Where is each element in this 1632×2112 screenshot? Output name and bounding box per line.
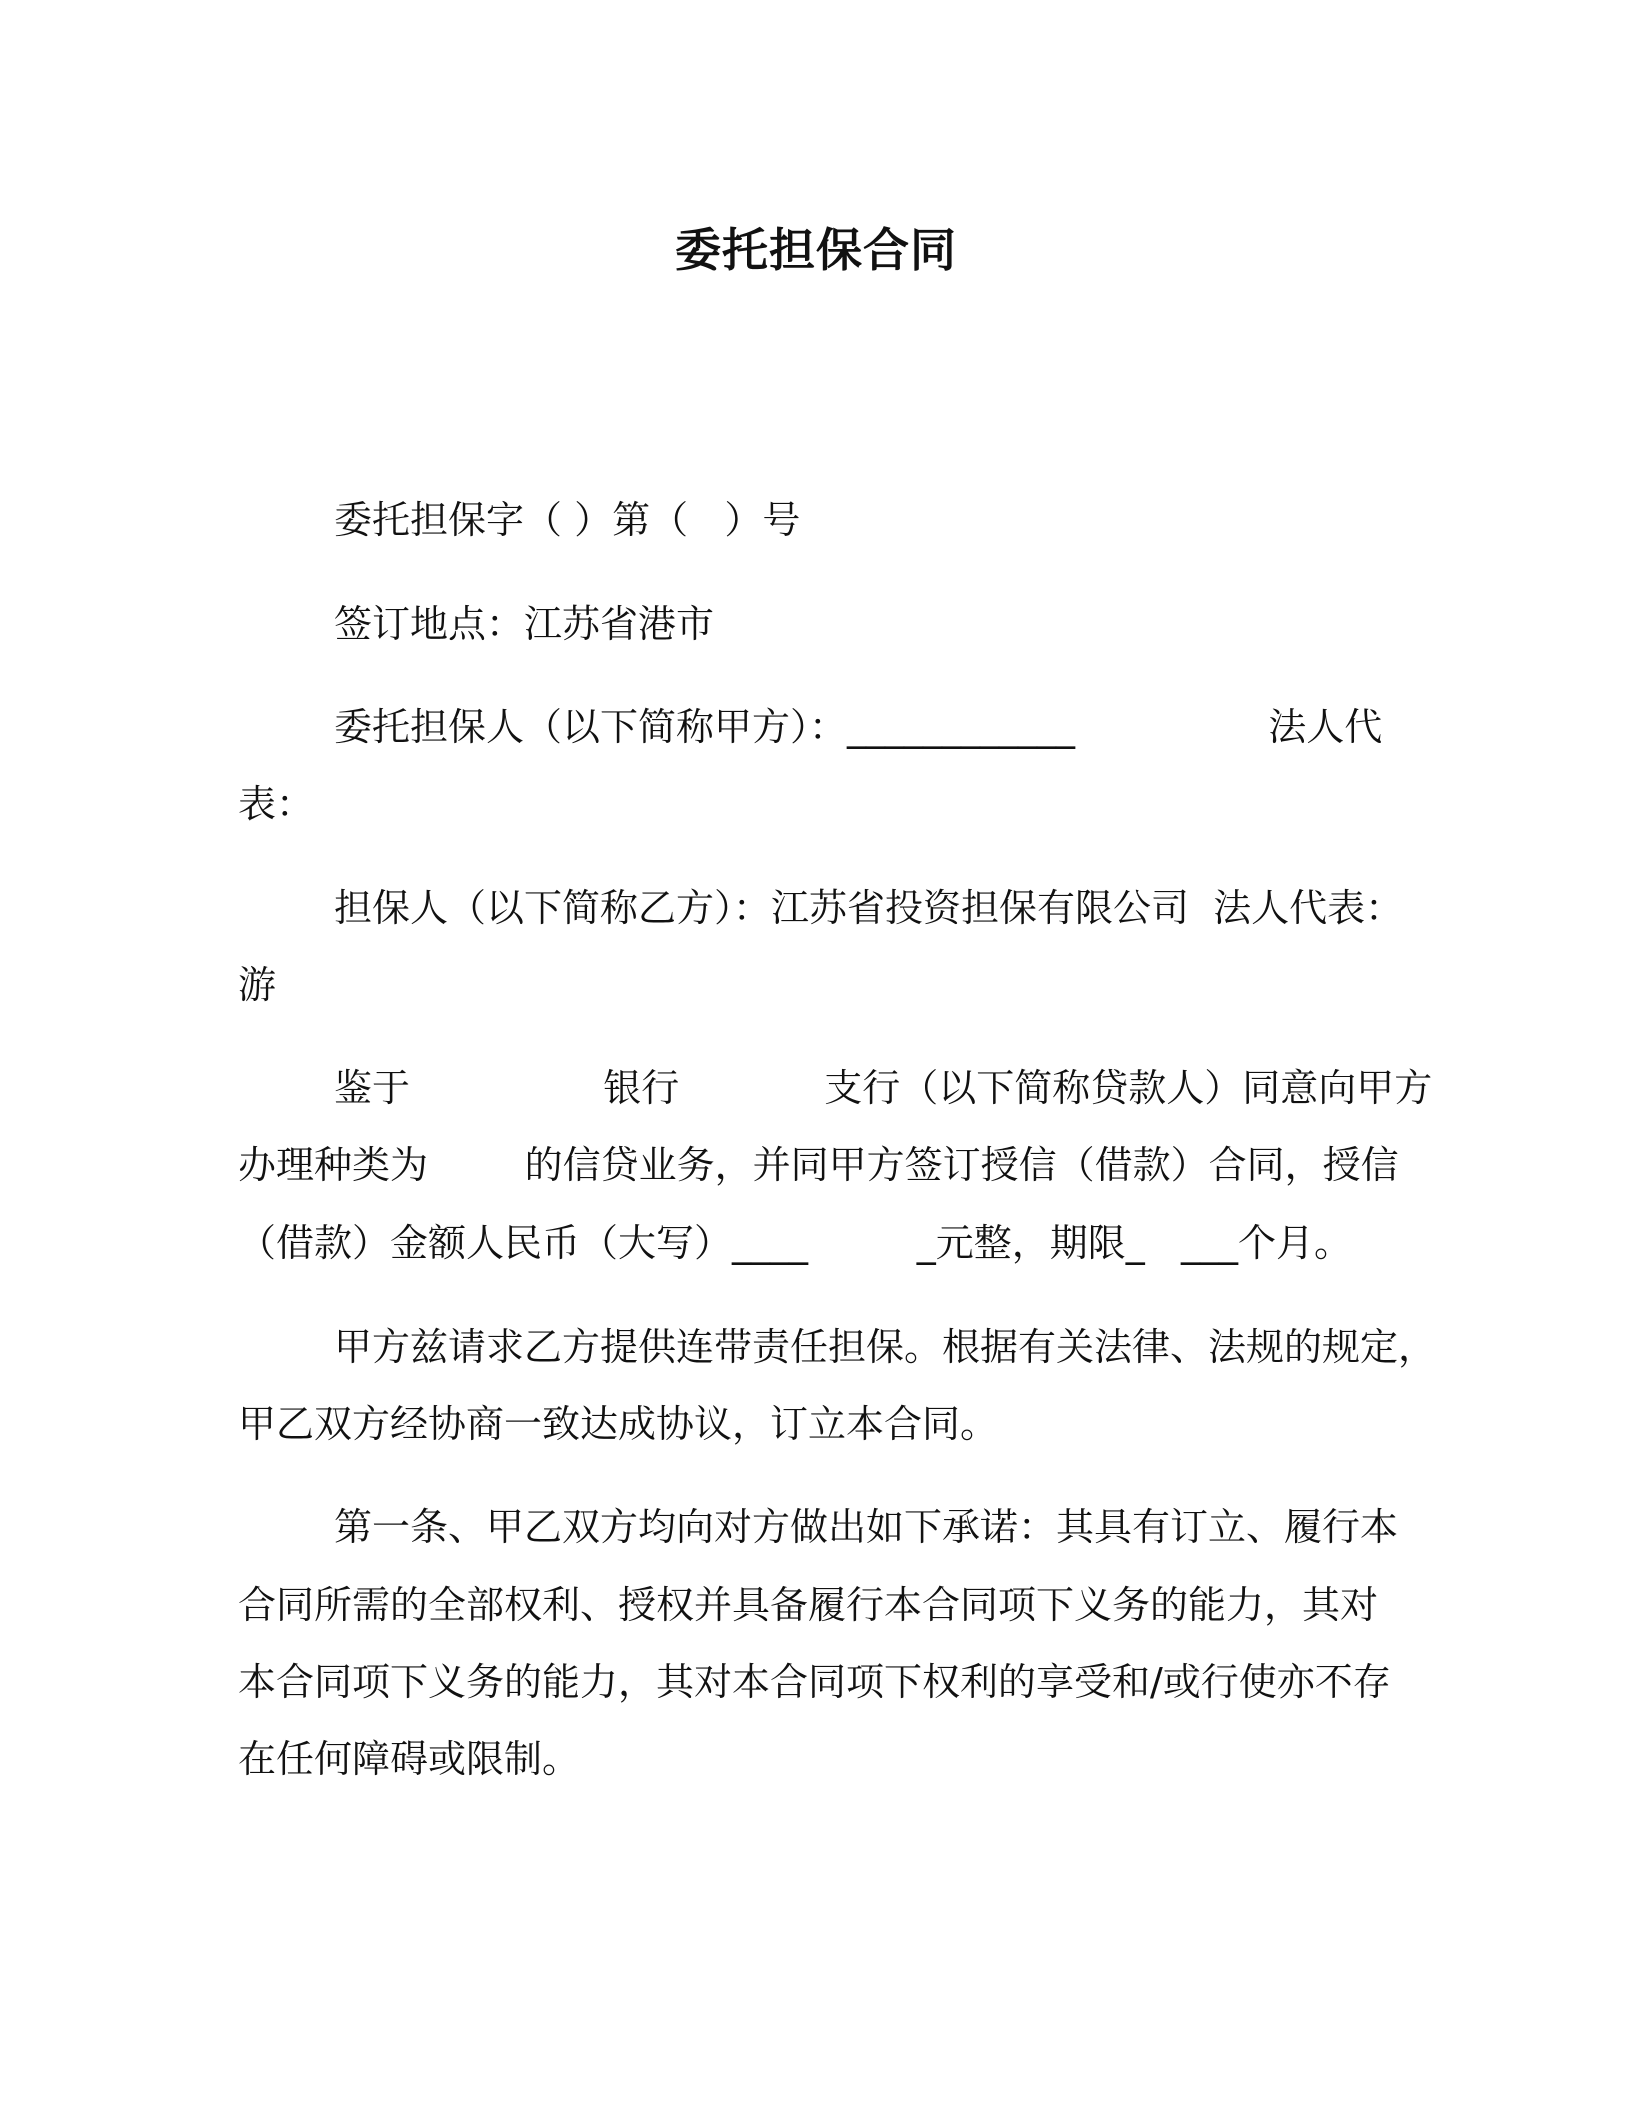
recital-paragraph-line: （借款）金额人民币（大写）____ _元整，期限_ ___个月。 xyxy=(238,1221,1352,1265)
article-one-line: 第一条、甲乙双方均向对方做出如下承诺：其具有订立、履行本 xyxy=(334,1505,1399,1549)
party-b-line-continued: 游 xyxy=(238,963,277,1007)
request-paragraph-line: 甲乙双方经协商一致达成协议，订立本合同。 xyxy=(238,1402,999,1446)
contract-reference-number: 委托担保字（ ）第（ ）号 xyxy=(334,498,801,542)
party-a-line: 委托担保人（以下简称甲方）：____________ 法人代 xyxy=(334,705,1383,749)
signing-place: 签订地点：江苏省港市 xyxy=(334,602,715,646)
party-a-line-continued: 表： xyxy=(238,782,315,826)
recital-paragraph-line: 鉴于 银行 支行（以下简称贷款人）同意向甲方 xyxy=(334,1066,1433,1110)
article-one-line: 本合同项下义务的能力，其对本合同项下权利的享受和/或行使亦不存 xyxy=(238,1660,1391,1704)
recital-paragraph-line: 办理种类为 的信贷业务，并同甲方签订授信（借款）合同，授信 xyxy=(238,1143,1399,1187)
article-one-line: 在任何障碍或限制。 xyxy=(238,1737,581,1781)
party-b-line: 担保人（以下简称乙方）：江苏省投资担保有限公司 法人代表： xyxy=(334,886,1404,930)
document-title: 委托担保合同 xyxy=(675,223,957,277)
request-paragraph-line: 甲方兹请求乙方提供连带责任担保。根据有关法律、法规的规定， xyxy=(334,1325,1437,1369)
article-one-line: 合同所需的全部权利、授权并具备履行本合同项下义务的能力，其对 xyxy=(238,1583,1379,1627)
